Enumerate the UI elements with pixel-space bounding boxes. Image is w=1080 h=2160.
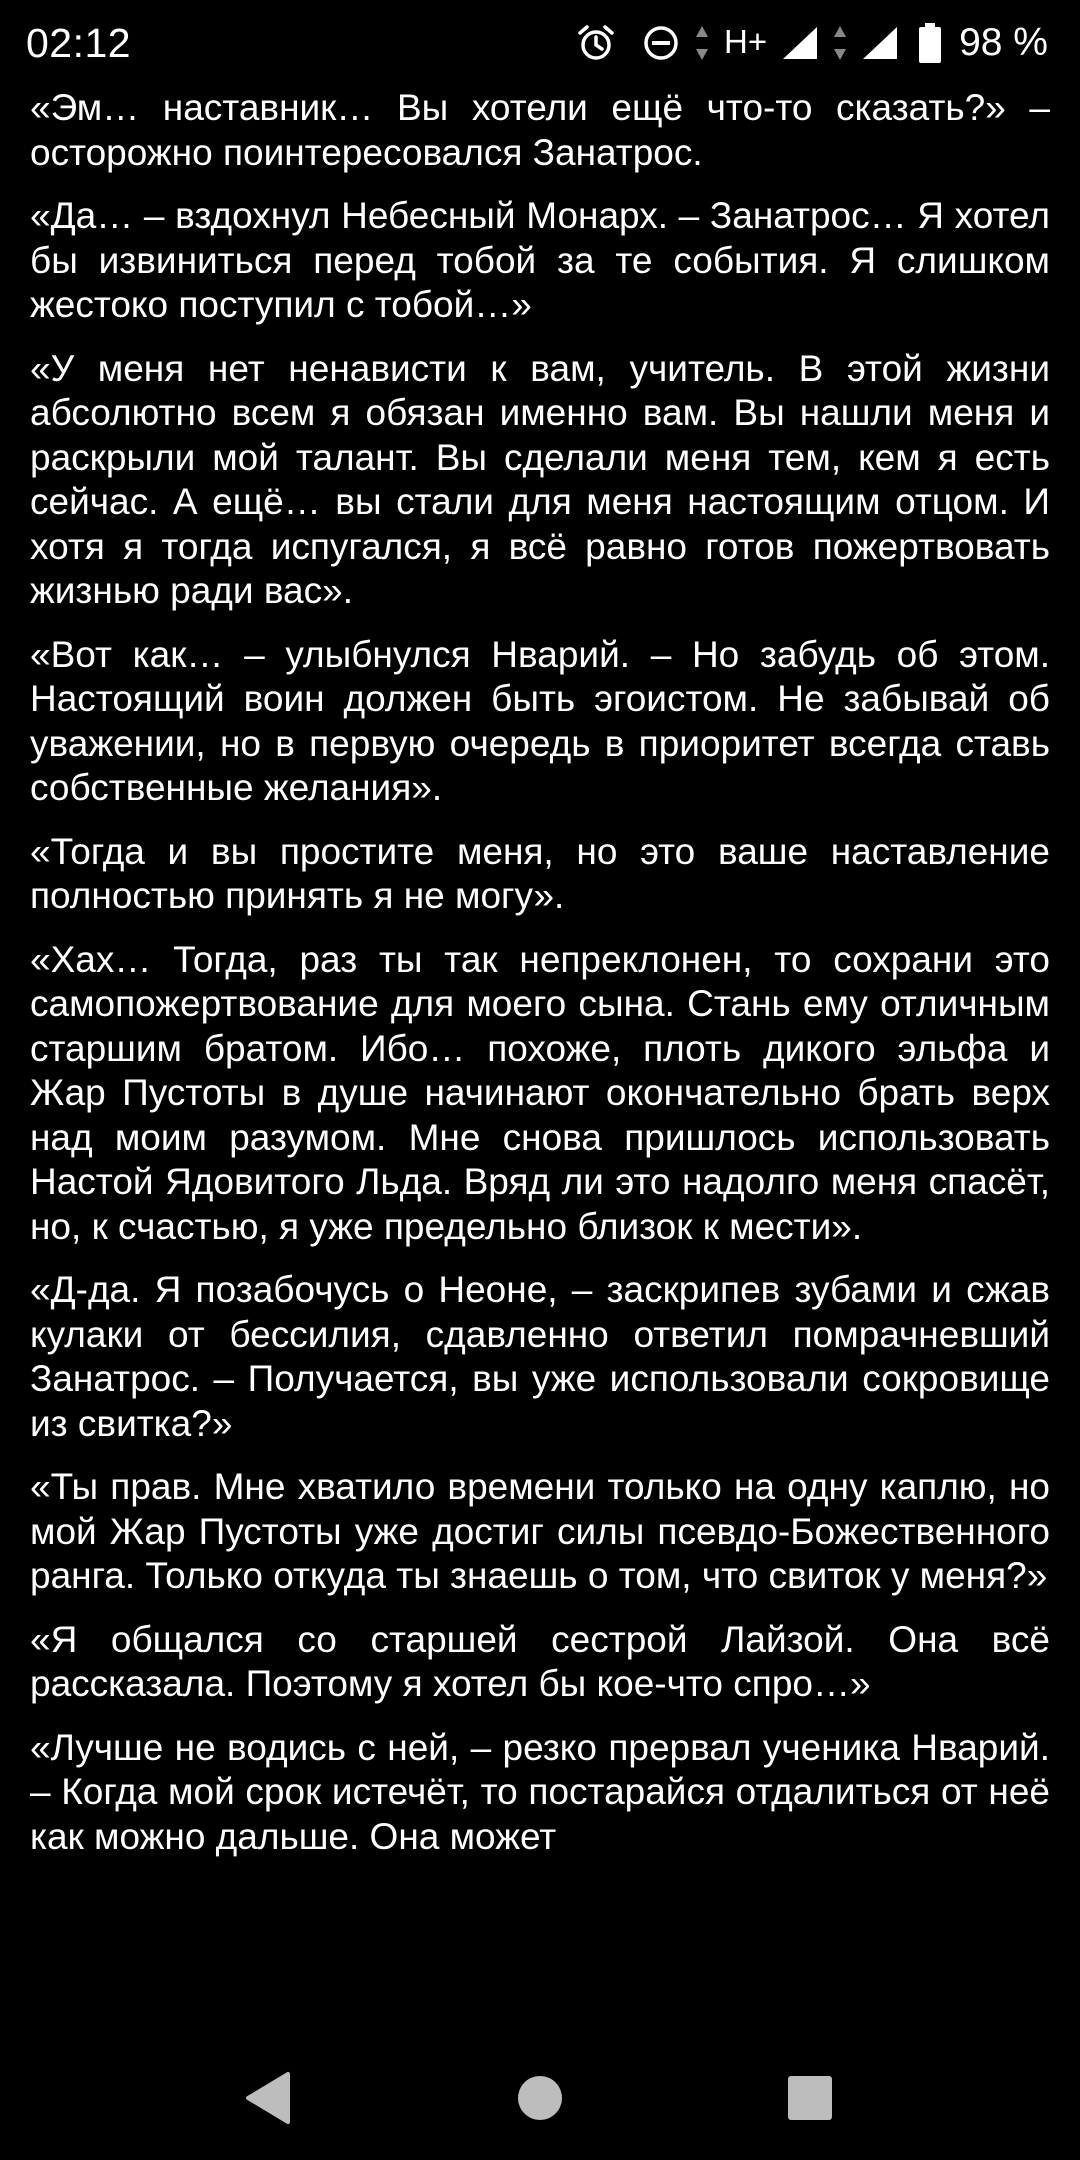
nav-recents-button[interactable]: [762, 2052, 858, 2148]
paragraph: «Я общался со старшей сестрой Лайзой. Она всё рассказала. Поэтому я хотел бы кое-что спро…»: [30, 1618, 1050, 1704]
paragraph: «Хах… Тогда, раз ты так непреклонен, то сохрани это самопожертвование для моего сына. Стань ему отличным старшим братом. Ибо… похоже, плоть дикого эльфа и Жар Пустоты в душе начинают окончательно брать верх над моим разумом. Мне снова пришлось использовать Настой Ядовитого Льда. Вряд ли это надолго меня спасёт, но, к счастью, я уже предельно близок к мести».: [30, 938, 1050, 1247]
data-arrows-icon: [694, 24, 710, 62]
signal-icon: [781, 25, 819, 61]
status-icons: [576, 21, 1048, 65]
data-arrows-icon: [833, 24, 847, 62]
paragraph: «Ты прав. Мне хватило времени только на одну каплю, но мой Жар Пустоты уже достиг силы псевдо-Божественного ранга. Только откуда ты знаешь о том, что свиток у меня?»: [30, 1466, 1050, 1596]
battery-percent: 98 %: [959, 21, 1048, 64]
reader-text-area[interactable]: [30, 86, 1050, 2032]
paragraph: «У меня нет ненависти к вам, учитель. В этой жизни абсолютно всем я обязан именно вам. Вы нашли меня и раскрыли мой талант. Вы сделали меня тем, кем я есть сейчас. А ещё… вы стали для меня настоящим отцом. И хотя я тогда испугался, я всё равно готов пожертвовать жизнью ради вас».: [30, 347, 1050, 611]
nav-home-button[interactable]: [492, 2052, 588, 2148]
paragraph: «Лучше не водись с ней, – резко прервал ученика Нварий. – Когда мой срок истечёт, то постарайся отдалиться от неё как можно дальше. Она может: [30, 1726, 1050, 1857]
paragraph: «Да… – вздохнул Небесный Монарх. – Занатрос… Я хотел бы извиниться перед тобой за те события. Я слишком жестоко поступил с тобой…»: [30, 195, 1050, 325]
nav-back-button[interactable]: [220, 2052, 316, 2148]
back-icon: [244, 2071, 292, 2130]
do-not-disturb-icon: [642, 24, 680, 62]
paragraph: «Вот как… – улыбнулся Нварий. – Но забудь об этом. Настоящий воин должен быть эгоистом. Не забывай об уважении, но в первую очередь в приоритет всегда ставь собственные желания».: [30, 633, 1050, 808]
recents-icon: [787, 2075, 833, 2126]
signal-icon: [861, 25, 899, 61]
home-icon: [517, 2075, 563, 2126]
alarm-icon: [576, 23, 616, 63]
status-bar: [0, 0, 1080, 86]
navigation-bar: [0, 2040, 1080, 2160]
paragraph: «Тогда и вы простите меня, но это ваше наставление полностью принять я не могу».: [30, 830, 1050, 916]
network-type-label: H+: [723, 23, 768, 60]
paragraph: «Эм… наставник… Вы хотели ещё что-то сказать?» – осторожно поинтересовался Занатрос.: [30, 87, 1050, 173]
status-time: 02:12: [26, 19, 132, 66]
paragraph: «Д-да. Я позабочусь о Неоне, – заскрипев зубами и сжав кулаки от бессилия, сдавленно ответил помрачневший Занатрос. – Получается, вы уже использовали сокровище из свитка?»: [30, 1269, 1050, 1444]
battery-icon: [919, 23, 941, 63]
